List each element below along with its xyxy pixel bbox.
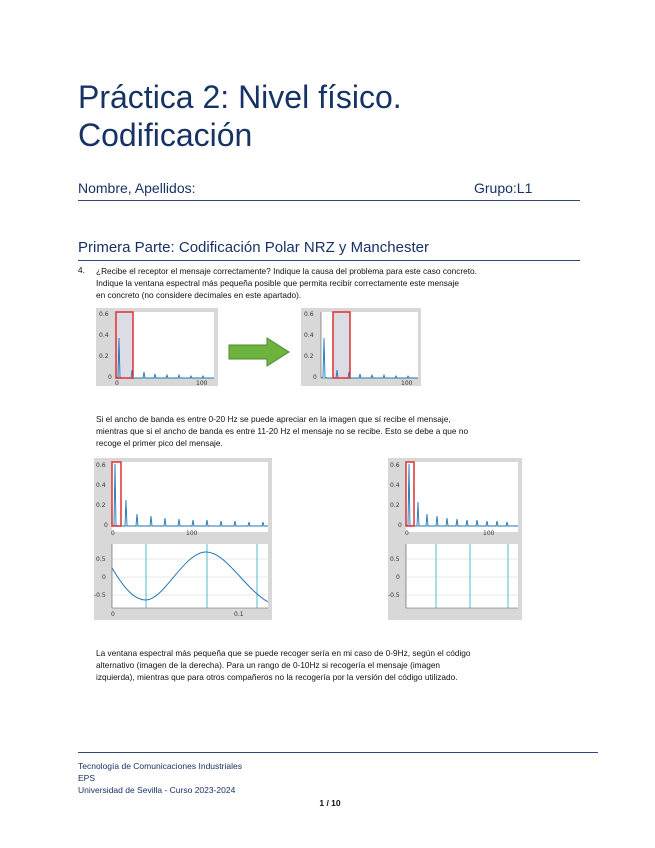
answer-line: Si el ancho de banda es entre 0-20 Hz se puede apreciar en la imagen que sí recibe el mensaje, [96, 414, 451, 424]
y-tick: 0.2 [99, 353, 109, 360]
y-tick: 0 [104, 522, 108, 529]
footer-school: EPS [78, 773, 96, 783]
title-line-1: Práctica 2: Nivel físico. [78, 79, 402, 115]
x-tick: 0 [405, 530, 409, 537]
x-tick: 100 [483, 530, 495, 537]
spectrum-plot-wide-window [96, 308, 218, 386]
answer-paragraph-2 [96, 647, 580, 683]
answer-line: recoge el primer pico del mensaje. [96, 438, 223, 448]
y-tick: 0.5 [96, 556, 106, 563]
y-tick: 0.6 [99, 311, 109, 318]
question-line: en concreto (no considere decimales en este apartado). [96, 290, 302, 300]
y-tick: 0.4 [99, 332, 109, 339]
footer [78, 760, 242, 796]
received-signal-plot-right [388, 542, 522, 620]
x-tick: 0 [111, 611, 115, 618]
y-tick: 0.4 [390, 482, 400, 489]
question-line: ¿Recibe el receptor el mensaje correctamente? Indique la causa del problema para este caso concreto. [96, 266, 477, 276]
y-tick: 0.2 [304, 353, 314, 360]
y-tick: 0 [102, 574, 106, 581]
question-text [96, 265, 580, 301]
x-tick: 100 [401, 380, 413, 386]
y-tick: 0.2 [390, 502, 400, 509]
footer-university: Universidad de Sevilla - Curso 2023-2024 [78, 785, 236, 795]
y-tick: 0 [398, 522, 402, 529]
received-signal-plot-left [94, 542, 272, 620]
x-tick: 0 [115, 380, 119, 386]
x-tick: 100 [196, 380, 208, 386]
spectrum-plot-narrow-window [301, 308, 421, 386]
y-tick: 0.2 [96, 502, 106, 509]
page-number: 1 / 10 [319, 798, 341, 808]
spectrum-plot-0-9hz [388, 458, 522, 542]
name-label: Nombre, Apellidos: [78, 180, 196, 196]
answer-line: mientras que si el ancho de banda es entre 11-20 Hz el mensaje no se recibe. Esto se debe a que no [96, 426, 469, 436]
y-tick: 0 [108, 374, 112, 381]
right-arrow-icon [227, 337, 291, 367]
y-tick: 0 [313, 374, 317, 381]
y-tick: 0.4 [304, 332, 314, 339]
group-label: Grupo:L1 [474, 180, 533, 196]
y-tick: 0.5 [390, 556, 400, 563]
question-number: 4. [78, 265, 85, 275]
y-tick: -0.5 [388, 592, 400, 599]
x-tick: 100 [186, 530, 198, 537]
y-tick: 0.6 [390, 462, 400, 469]
footer-divider [78, 752, 598, 753]
spectrum-plot-0-10hz [94, 458, 272, 542]
question-line: Indique la ventana espectral más pequeña posible que permita recibir correctamente este mensaje [96, 278, 459, 288]
y-tick: -0.5 [94, 592, 106, 599]
answer-line: izquierda), mientras que para otros compañeros no la recogería por la versión del código utilizado. [96, 672, 458, 682]
answer-line: La ventana espectral más pequeña que se puede recoger sería en mi caso de 0-9Hz, según el código [96, 648, 471, 658]
name-field-row [78, 180, 580, 201]
footer-course: Tecnología de Comunicaciones Industriales [78, 761, 242, 771]
answer-paragraph-1 [96, 413, 580, 449]
title-line-2: Codificación [78, 117, 253, 153]
answer-line: alternativo (imagen de la derecha). Para un rango de 0-10Hz si recogería el mensaje (imagen [96, 660, 441, 670]
x-tick: 0.1 [234, 611, 244, 618]
y-tick: 0 [396, 574, 400, 581]
document-title [78, 78, 598, 154]
section-heading: Primera Parte: Codificación Polar NRZ y Manchester [78, 239, 580, 261]
y-tick: 0.4 [96, 482, 106, 489]
y-tick: 0.6 [304, 311, 314, 318]
y-tick: 0.6 [96, 462, 106, 469]
x-tick: 0 [111, 530, 115, 537]
